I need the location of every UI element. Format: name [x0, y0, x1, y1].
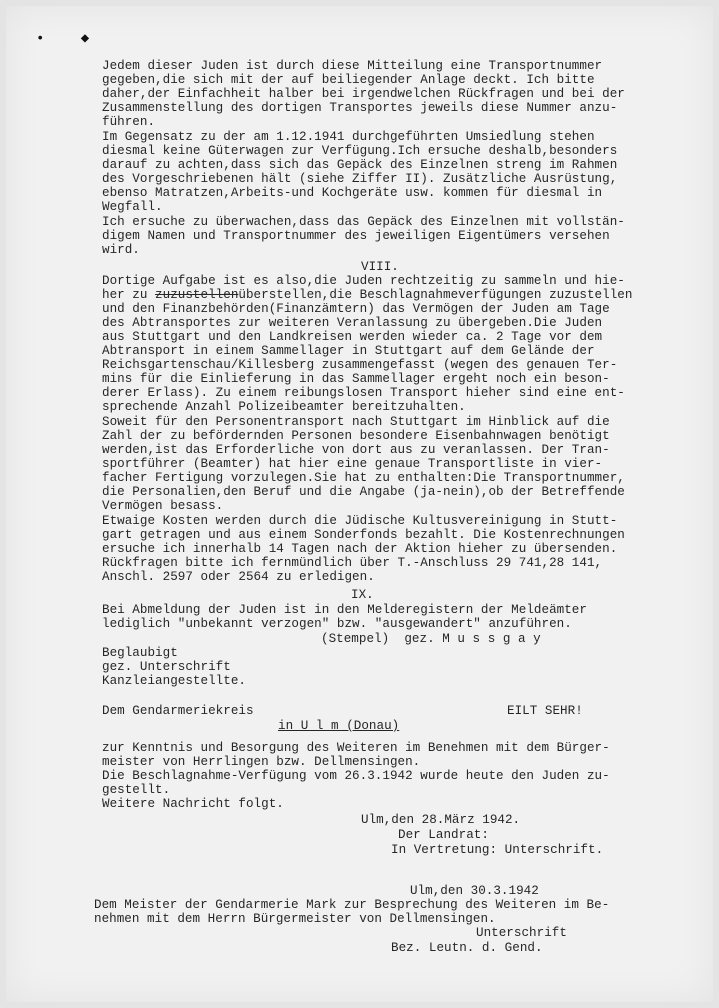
authority-line: Der Landrat:: [398, 828, 489, 842]
text-line: aus Stuttgart und den Landkreisen werden wieder ca. 2 Tage vor dem: [102, 330, 603, 344]
text-line: Etwaige Kosten werden durch die Jüdische Kultusvereinigung in Stutt-: [102, 514, 618, 528]
text-line: darauf zu achten,dass sich das Gepäck des Einzelnen streng im Rahmen: [102, 158, 618, 172]
letter-body: [6, 6, 713, 1002]
text-line: Reichsgartenschau/Killesberg zusammengefasst (wegen des genauen Ter-: [102, 358, 618, 372]
text-line: Dortige Aufgabe ist es also,die Juden rechtzeitig zu sammeln und hie-: [102, 274, 625, 288]
text-fragment: überstellen,die Beschlagnahmeverfügungen zuzustellen: [238, 288, 633, 302]
text-line: Vermögen besass.: [102, 499, 224, 513]
text-line: Zahl der zu befördernden Personen besondere Eisenbahnwagen benötigt: [102, 429, 610, 443]
certification-line: Kanzleiangestellte.: [102, 674, 246, 688]
text-line: zur Kenntnis und Besorgung des Weiteren im Benehmen mit dem Bürger-: [102, 741, 610, 755]
section-heading-ix: IX.: [351, 588, 374, 602]
punch-hole-marks: • ◆: [36, 31, 104, 47]
urgent-mark: EILT SEHR!: [507, 704, 583, 718]
text-line: ebenso Matratzen,Arbeits-und Kochgeräte usw. kommen für diesmal in: [102, 186, 603, 200]
text-line: Dem Meister der Gendarmerie Mark zur Besprechung des Weiteren im Be-: [94, 898, 610, 912]
text-line: Weitere Nachricht folgt.: [102, 797, 284, 811]
rank-line: Bez. Leutn. d. Gend.: [391, 941, 543, 955]
struck-word: zuzustellen: [155, 288, 239, 302]
text-line: Im Gegensatz zu der am 1.12.1941 durchgeführten Umsiedlung stehen: [102, 130, 595, 144]
text-line: führen.: [102, 115, 156, 129]
stamp-signature-line: (Stempel) gez. M u s s g a y: [321, 632, 541, 646]
text-line: des Abtransportes zur weiteren Veranlassung zu übergeben.Die Juden: [102, 316, 603, 330]
text-line: mins für die Einlieferung in das Sammellager ergeht noch ein beson-: [102, 372, 610, 386]
text-fragment: her zu: [102, 288, 156, 302]
text-line: lediglich "unbekannt verzogen" bzw. "ausgewandert" anzuführen.: [102, 617, 572, 631]
text-line: daher,der Einfachheit halber bei irgendwelchen Rückfragen und bei der: [102, 87, 625, 101]
place-line: in U l m (Donau): [278, 719, 400, 733]
text-line: nehmen mit dem Herrn Bürgermeister von Dellmensingen.: [94, 912, 496, 926]
text-line: derer Erlass). Zu einem reibungslosen Transport hieher sind eine ent-: [102, 386, 625, 400]
text-line: digem Namen und Transportnummer des jeweiligen Eigentümers versehen: [102, 229, 610, 243]
date-line: Ulm,den 30.3.1942: [410, 884, 539, 898]
text-line: des Vorgeschriebenen hält (siehe Ziffer II). Zusätzliche Ausrüstung,: [102, 172, 618, 186]
section-heading-viii: VIII.: [361, 260, 399, 274]
text-line: Zusammenstellung des dortigen Transportes jeweils diese Nummer anzu-: [102, 101, 618, 115]
text-line: wird.: [102, 243, 140, 257]
text-line: werden,ist das Erforderliche von dort aus zu veranlassen. Der Tran-: [102, 443, 610, 457]
text-line: gestellt.: [102, 783, 171, 797]
text-line: gart getragen und aus einem Sonderfonds bezahlt. Die Kostenrechnungen: [102, 528, 625, 542]
text-line: Jedem dieser Juden ist durch diese Mitteilung eine Transportnummer: [102, 59, 603, 73]
text-line: Abtransport in einem Sammellager in Stuttgart auf dem Gelände der: [102, 344, 595, 358]
text-line: Anschl. 2597 oder 2564 zu erledigen.: [102, 570, 375, 584]
certification-line: gez. Unterschrift: [102, 660, 231, 674]
text-line: Wegfall.: [102, 200, 163, 214]
text-line: Soweit für den Personentransport nach Stuttgart im Hinblick auf die: [102, 415, 610, 429]
text-line: Ich ersuche zu überwachen,dass das Gepäck des Einzelnen mit vollstän-: [102, 215, 625, 229]
text-line: und den Finanzbehörden(Finanzämtern) das Vermögen der Juden am Tage: [102, 302, 610, 316]
text-line: Rückfragen bitte ich fernmündlich über T.-Anschluss 29 741,28 141,: [102, 556, 603, 570]
text-line: sprechende Anzahl Polizeibeamter bereitzuhalten.: [102, 400, 466, 414]
deputy-line: In Vertretung: Unterschrift.: [391, 843, 604, 857]
text-line: die Personalien,den Beruf und die Angabe (ja-nein),ob der Betreffende: [102, 485, 625, 499]
text-line: sportführer (Beamter) hat hier eine genaue Transportliste in vier-: [102, 457, 603, 471]
document-page: [6, 6, 713, 1002]
text-line: ersuche ich innerhalb 14 Tagen nach der Aktion hieher zu übersenden.: [102, 542, 618, 556]
text-line-with-strikeout: [102, 288, 632, 302]
text-line: gegeben,die sich mit der auf beiliegender Anlage deckt. Ich bitte: [102, 73, 595, 87]
text-line: Bei Abmeldung der Juden ist in den Melderegistern der Meldeämter: [102, 603, 587, 617]
addressee: Dem Gendarmeriekreis: [102, 704, 254, 718]
signature-line: Unterschrift: [476, 926, 567, 940]
text-line: diesmal keine Güterwagen zur Verfügung.Ich ersuche deshalb,besonders: [102, 144, 618, 158]
text-line: facher Fertigung vorzulegen.Sie hat zu enthalten:Die Transportnummer,: [102, 471, 625, 485]
certification-line: Beglaubigt: [102, 646, 178, 660]
text-line: meister von Herrlingen bzw. Dellmensingen.: [102, 755, 421, 769]
date-line: Ulm,den 28.März 1942.: [361, 813, 521, 827]
text-line: Die Beschlagnahme-Verfügung vom 26.3.1942 wurde heute den Juden zu-: [102, 769, 610, 783]
